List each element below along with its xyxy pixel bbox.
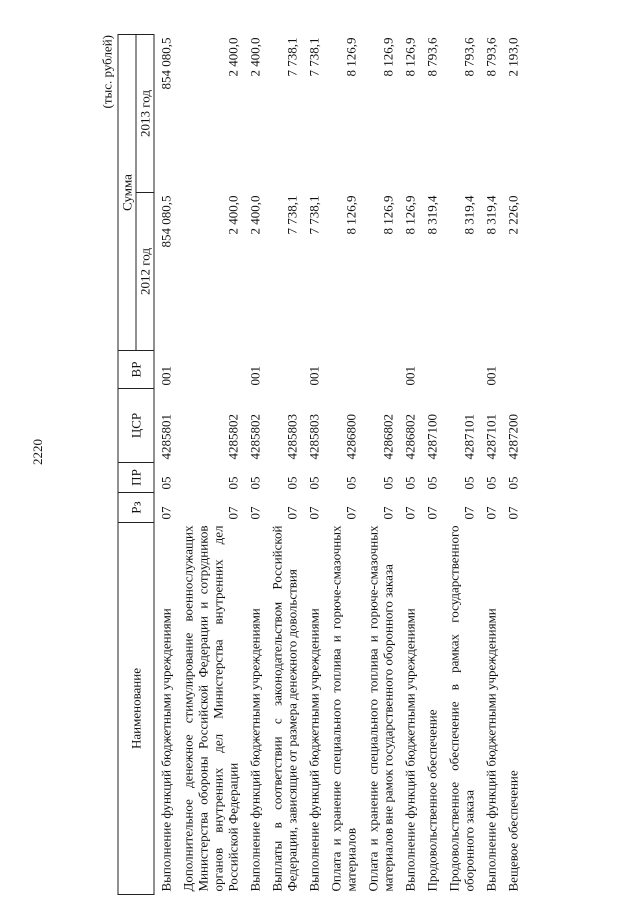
row-amount-2012: 8 126,9 — [343, 195, 359, 235]
row-csr: 4286802 — [402, 414, 418, 460]
row-name: Выплаты в соответствии с законодательством Российской Федерации, зависящие от размера денежного довольствия — [269, 525, 300, 892]
row-rz: 07 — [505, 506, 521, 520]
row-csr: 4285802 — [247, 414, 263, 460]
row-vr — [443, 351, 480, 389]
row-vr: 001 — [306, 366, 322, 386]
header-sum: Сумма — [118, 35, 136, 351]
row-name: Дополнительное денежное стимулирование военнослужащих Министерства обороны Российской Федерации и сотрудников органов внутренних дел Министерства внутренних дел Российской Федерации — [180, 525, 241, 892]
row-amount-2013: 8 793,6 — [483, 37, 499, 77]
row-vr — [266, 351, 303, 389]
table-row — [325, 35, 362, 895]
row-rz: 07 — [424, 506, 440, 520]
row-amount-2012: 2 400,0 — [225, 195, 241, 235]
row-name: Продовольственное обеспечение в рамках государственного оборонного заказа — [446, 525, 477, 892]
header-rz: Рз — [118, 493, 154, 523]
row-vr — [177, 351, 244, 389]
row-amount-2013: 8 793,6 — [424, 37, 440, 77]
row-name: Оплата и хранение специального топлива и горюче-смазочных материалов — [328, 525, 359, 892]
row-amount-2012: 7 738,1 — [284, 195, 300, 235]
row-csr: 4287101 — [483, 414, 499, 460]
row-pr: 05 — [461, 476, 477, 490]
row-csr: 4285801 — [158, 414, 174, 460]
table-row — [266, 35, 303, 895]
row-amount-2012: 854 080,5 — [158, 195, 174, 248]
rotated-page — [100, 35, 605, 895]
row-name: Выполнение функций бюджетными учреждениями — [483, 608, 499, 892]
row-rz: 07 — [225, 506, 241, 520]
row-name: Выполнение функций бюджетными учреждениями — [247, 608, 263, 892]
row-vr — [502, 351, 524, 389]
row-name: Выполнение функций бюджетными учреждениями — [306, 608, 322, 892]
header-year-2013: 2013 год — [136, 35, 154, 193]
header-name: Наименование — [118, 523, 154, 895]
row-rz: 07 — [402, 506, 418, 520]
row-amount-2012: 8 319,4 — [461, 195, 477, 235]
row-csr: 4287101 — [461, 414, 477, 460]
row-pr: 05 — [343, 476, 359, 490]
header-year-2012: 2012 год — [136, 193, 154, 351]
row-rz: 07 — [380, 506, 396, 520]
row-vr: 001 — [158, 366, 174, 386]
row-amount-2013: 8 126,9 — [380, 37, 396, 77]
table-body — [154, 35, 524, 895]
row-amount-2012: 8 319,4 — [483, 195, 499, 235]
row-pr: 05 — [505, 476, 521, 490]
row-vr — [325, 351, 362, 389]
header-csr: ЦСР — [118, 389, 154, 463]
row-csr: 4286802 — [380, 414, 396, 460]
table-row — [303, 35, 325, 895]
row-csr: 4285803 — [306, 414, 322, 460]
row-amount-2012: 8 126,9 — [402, 195, 418, 235]
table-row — [502, 35, 524, 895]
row-pr: 05 — [284, 476, 300, 490]
table-row — [362, 35, 399, 895]
table-row — [443, 35, 480, 895]
row-name: Выполнение функций бюджетными учреждениями — [158, 608, 174, 892]
row-rz: 07 — [158, 506, 174, 520]
row-rz: 07 — [483, 506, 499, 520]
table-row — [154, 35, 177, 895]
row-amount-2012: 7 738,1 — [306, 195, 322, 235]
table-row — [244, 35, 266, 895]
row-pr: 05 — [402, 476, 418, 490]
row-amount-2013: 2 400,0 — [247, 37, 263, 77]
header-vr: ВР — [118, 351, 154, 389]
row-amount-2012: 2 226,0 — [505, 195, 521, 235]
row-amount-2012: 2 400,0 — [247, 195, 263, 235]
row-vr: 001 — [483, 366, 499, 386]
row-vr: 001 — [402, 366, 418, 386]
row-vr — [421, 351, 443, 389]
row-rz: 07 — [306, 506, 322, 520]
row-csr: 4285802 — [225, 414, 241, 460]
table-row — [421, 35, 443, 895]
row-csr: 4286800 — [343, 414, 359, 460]
row-pr: 05 — [158, 476, 174, 490]
row-rz: 07 — [247, 506, 263, 520]
row-amount-2013: 854 080,5 — [158, 37, 174, 90]
row-amount-2013: 7 738,1 — [284, 37, 300, 77]
row-pr: 05 — [306, 476, 322, 490]
row-csr: 4285803 — [284, 414, 300, 460]
page-number: 2220 — [30, 439, 45, 465]
row-pr: 05 — [483, 476, 499, 490]
row-amount-2013: 2 400,0 — [225, 37, 241, 77]
units-note: (тыс. рублей) — [99, 35, 115, 109]
budget-table — [118, 34, 524, 895]
row-rz: 07 — [343, 506, 359, 520]
row-name: Выполнение функций бюджетными учреждениями — [402, 608, 418, 892]
header-pr: ПР — [118, 463, 154, 493]
row-pr: 05 — [247, 476, 263, 490]
row-vr: 001 — [247, 366, 263, 386]
table-row — [177, 35, 244, 895]
row-rz: 07 — [461, 506, 477, 520]
row-name: Вещевое обеспечение — [505, 770, 521, 892]
table-row — [480, 35, 502, 895]
row-csr: 4287100 — [424, 414, 440, 460]
row-amount-2013: 2 193,0 — [505, 37, 521, 77]
row-amount-2013: 7 738,1 — [306, 37, 322, 77]
row-name: Продовольственное обеспечение — [424, 709, 440, 892]
table-row — [399, 35, 421, 895]
row-pr: 05 — [424, 476, 440, 490]
row-name: Оплата и хранение специального топлива и горюче-смазочных материалов вне рамок государственного оборонного заказа — [365, 525, 396, 892]
row-vr — [362, 351, 399, 389]
row-amount-2012: 8 126,9 — [380, 195, 396, 235]
row-pr: 05 — [380, 476, 396, 490]
row-amount-2013: 8 793,6 — [461, 37, 477, 77]
row-amount-2013: 8 126,9 — [402, 37, 418, 77]
row-amount-2012: 8 319,4 — [424, 195, 440, 235]
row-pr: 05 — [225, 476, 241, 490]
row-csr: 4287200 — [505, 414, 521, 460]
row-rz: 07 — [284, 506, 300, 520]
row-amount-2013: 8 126,9 — [343, 37, 359, 77]
